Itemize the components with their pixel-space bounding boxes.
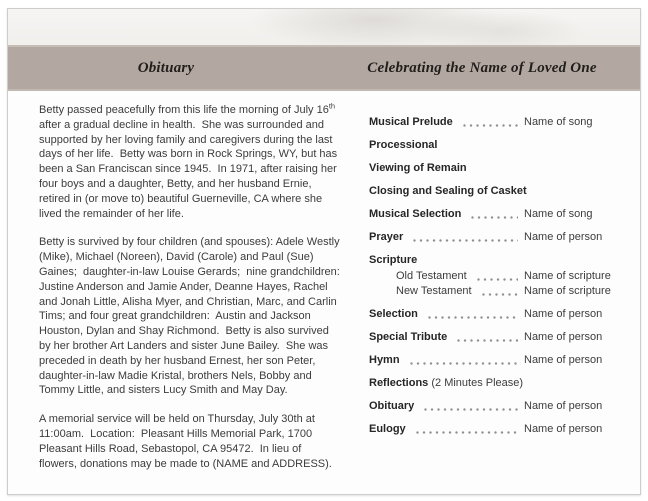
leader-dots — [477, 278, 518, 281]
program-item — [369, 377, 616, 390]
program-item — [369, 208, 616, 221]
left-page-title: Obituary — [137, 59, 195, 76]
program-item-label: Selection — [369, 308, 418, 320]
leader-dots — [428, 316, 518, 319]
program-item-value: Name of person — [524, 354, 603, 366]
leader-dots — [471, 216, 518, 219]
program-item-label: Reflections — [369, 377, 429, 389]
program-item-value: Name of song — [524, 208, 593, 220]
program-item-value: Name of person — [524, 231, 603, 243]
program-item — [369, 116, 616, 129]
program-item — [369, 308, 616, 321]
program-item-value: Name of person — [524, 423, 603, 435]
program-item-label: Processional — [369, 139, 438, 151]
program-item-label: Eulogy — [369, 423, 406, 435]
leader-dots — [416, 431, 518, 434]
program-item — [369, 231, 616, 244]
program-subitem-value: Name of scripture — [524, 285, 611, 297]
program-item — [369, 162, 616, 175]
program-item-value: Name of person — [524, 400, 603, 412]
obituary-paragraph-1 — [39, 103, 341, 221]
right-page-title: Celebrating the Name of Loved One — [367, 59, 597, 76]
page-body — [8, 91, 640, 485]
leader-dots — [463, 124, 518, 127]
leader-dots — [482, 293, 518, 296]
program-item — [369, 139, 616, 152]
program-subitem — [396, 285, 616, 298]
program-item — [369, 185, 616, 198]
program-item-value: Name of person — [524, 308, 603, 320]
program-sheet — [7, 8, 641, 495]
leader-dots — [413, 239, 518, 242]
program-item-label: Prayer — [369, 231, 404, 243]
obituary-p1-text-cont: after a gradual decline in health. She was surrounded and supported by her loving family and caregivers during the last days of her life. Betty was born in Rock Springs, WY, but has been a San Franciscan since 1945. In 1971, after raising her four boys and a daughter, Betty, and her husband Ernie, retired in (or move to) beautiful Guerneville, CA where she lived the remainder of her life. — [39, 104, 341, 220]
obituary-p1-superscript: th — [328, 101, 336, 111]
program-subitem-value: Name of scripture — [524, 270, 611, 282]
program-item-value: Name of song — [524, 116, 593, 128]
program-item-label: Musical Selection — [369, 208, 462, 220]
program-subitem-label: Old Testament — [396, 270, 467, 282]
program-subitem-label: New Testament — [396, 285, 472, 297]
leader-dots — [457, 339, 518, 342]
program-item — [369, 423, 616, 436]
program-item-label: Hymn — [369, 354, 400, 366]
program-item-note: (2 Minutes Please) — [428, 377, 524, 389]
obituary-paragraph-3: A memorial service will be held on Thursday, July 30th at 11:00am. Location: Pleasant Hills Memorial Park, 1700 Pleasant Hills Road, Sebastopol, CA 95472. In lieu of flowers, donations may be made to (NAME and ADDRESS). — [39, 413, 332, 470]
leader-dots — [410, 362, 518, 365]
top-strip — [8, 9, 640, 45]
program-item-label: Obituary — [369, 400, 415, 412]
program-item-value: Name of person — [524, 331, 603, 343]
program-item-label: Special Tribute — [369, 331, 448, 343]
obituary-paragraph-2: Betty is survived by four children (and spouses): Adele Westly (Mike), Michael (Noreen), David (Carole) and Paul (Sue) Gaines; daughter-in-law Louise Gerards; nine grandchildren: Justine Anderson and Jamie Ander, Deanne Hayes, Rachel and Jonah Little, Alisha Myer, and Christian, Marc, and Carlin Tims; and four great grandchildren: Austin and Jackson Houston, Dylan and Shay Richmond. Betty is also survived by her brother Art Landers and sister June Bailey. She was preceded in death by her husband Ernest, her son Peter, daughter-in-law Madie Kristal, brothers Nels, Bobby and Tommy Little, and sisters Lucy Smith and May Day. — [39, 236, 343, 397]
program-item — [369, 354, 616, 367]
program-item — [369, 254, 616, 267]
program-subitem — [396, 270, 616, 283]
program-item-label: Musical Prelude — [369, 116, 453, 128]
leader-dots — [424, 408, 518, 411]
program-item-label: Viewing of Remain — [369, 162, 467, 174]
order-of-service — [369, 103, 616, 485]
program-item — [369, 400, 616, 413]
header-band — [8, 45, 640, 91]
program-item-label: Scripture — [369, 254, 418, 266]
program-item-label: Closing and Sealing of Casket — [369, 185, 527, 197]
program-item — [369, 331, 616, 344]
obituary-text — [39, 103, 341, 485]
obituary-p1-text: Betty passed peacefully from this life the morning of July 16 — [39, 104, 329, 116]
